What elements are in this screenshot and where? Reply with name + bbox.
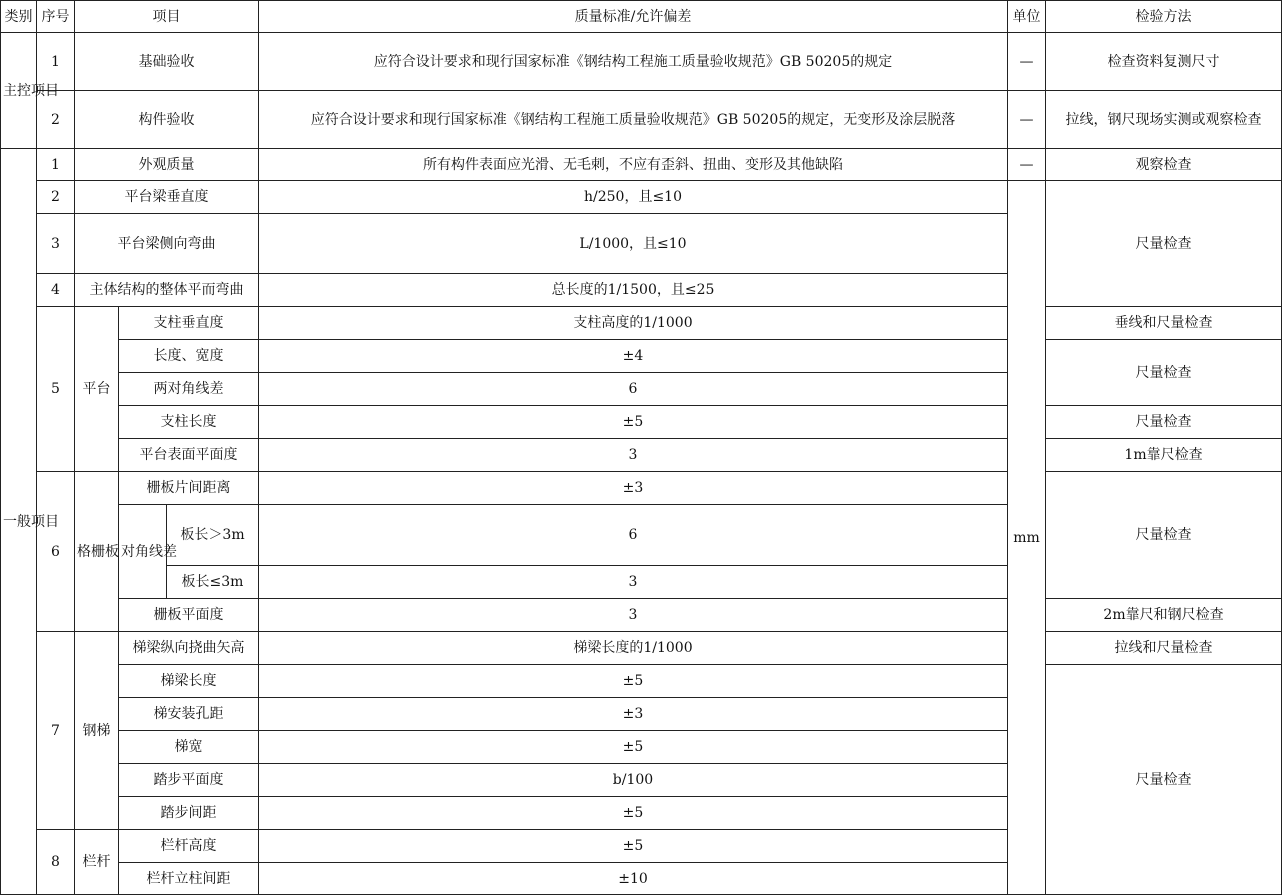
group-railing-cell: 栏杆 [75, 830, 119, 895]
seq-cell: 7 [37, 632, 75, 830]
table-row [1, 33, 1282, 91]
standard-cell: ±5 [259, 731, 1008, 764]
standard-cell: L/1000，且≤10 [259, 214, 1008, 274]
header-category: 类别 [1, 1, 37, 33]
table-row [1, 149, 1282, 181]
group-ladder-cell: 钢梯 [75, 632, 119, 830]
standard-cell: ±5 [259, 406, 1008, 439]
header-unit: 单位 [1008, 1, 1046, 33]
standard-cell: 6 [259, 505, 1008, 566]
item-cell: 平台梁侧向弯曲 [75, 214, 259, 274]
standard-cell: 3 [259, 439, 1008, 472]
standard-cell: 6 [259, 373, 1008, 406]
method-cell: 拉线，钢尺现场实测或观察检查 [1046, 91, 1282, 149]
item-cell: 两对角线差 [119, 373, 259, 406]
standard-cell: 3 [259, 599, 1008, 632]
item-cell: 梯梁长度 [119, 665, 259, 698]
method-cell: 观察检查 [1046, 149, 1282, 181]
table-row [1, 439, 1282, 472]
standard-cell: ±3 [259, 698, 1008, 731]
item-cell: 梯安装孔距 [119, 698, 259, 731]
standard-cell: ±5 [259, 665, 1008, 698]
standard-cell: 3 [259, 566, 1008, 599]
item-cell: 基础验收 [75, 33, 259, 91]
seq-cell: 4 [37, 274, 75, 307]
item-cell: 踏步平面度 [119, 764, 259, 797]
header-row [1, 1, 1282, 33]
table-row [1, 472, 1282, 505]
method-cell: 尺量检查 [1046, 665, 1282, 895]
method-cell: 尺量检查 [1046, 340, 1282, 406]
table-row [1, 599, 1282, 632]
item-cell: 梯梁纵向挠曲矢高 [119, 632, 259, 665]
item-cell: 构件验收 [75, 91, 259, 149]
category-general-cell: 一般项目 [1, 149, 37, 895]
standard-cell: ±10 [259, 863, 1008, 895]
table-row [1, 665, 1282, 698]
method-cell: 垂线和尺量检查 [1046, 307, 1282, 340]
standard-cell: ±3 [259, 472, 1008, 505]
seq-cell: 1 [37, 33, 75, 91]
group-diagonal-diff-cell: 对角线差 [119, 505, 167, 599]
standard-cell: ±4 [259, 340, 1008, 373]
item-cell: 长度、宽度 [119, 340, 259, 373]
seq-cell: 3 [37, 214, 75, 274]
seq-cell: 2 [37, 181, 75, 214]
item-cell: 栅板片间距离 [119, 472, 259, 505]
method-cell: 尺量检查 [1046, 181, 1282, 307]
group-grating-cell: 格栅板 [75, 472, 119, 632]
header-seq: 序号 [37, 1, 75, 33]
table-row [1, 91, 1282, 149]
method-cell: 1m靠尺检查 [1046, 439, 1282, 472]
item-cell: 外观质量 [75, 149, 259, 181]
unit-cell: — [1008, 149, 1046, 181]
item-cell: 栏杆高度 [119, 830, 259, 863]
unit-mm-cell: mm [1008, 181, 1046, 895]
item-cell: 梯宽 [119, 731, 259, 764]
standard-cell: h/250，且≤10 [259, 181, 1008, 214]
item-cell: 板长＞3m [167, 505, 259, 566]
standard-cell: 支柱高度的1/1000 [259, 307, 1008, 340]
item-cell: 支柱垂直度 [119, 307, 259, 340]
item-cell: 板长≤3m [167, 566, 259, 599]
standard-cell: 所有构件表面应光滑、无毛刺，不应有歪斜、扭曲、变形及其他缺陷 [259, 149, 1008, 181]
standard-cell: 梯梁长度的1/1000 [259, 632, 1008, 665]
header-standard: 质量标准/允许偏差 [259, 1, 1008, 33]
header-method: 检验方法 [1046, 1, 1282, 33]
standard-cell: ±5 [259, 797, 1008, 830]
unit-cell: — [1008, 33, 1046, 91]
item-cell: 平台梁垂直度 [75, 181, 259, 214]
item-cell: 栏杆立柱间距 [119, 863, 259, 895]
standard-cell: ±5 [259, 830, 1008, 863]
item-cell: 栅板平面度 [119, 599, 259, 632]
standard-cell: 总长度的1/1500，且≤25 [259, 274, 1008, 307]
method-cell: 2m靠尺和钢尺检查 [1046, 599, 1282, 632]
method-cell: 尺量检查 [1046, 406, 1282, 439]
table-row [1, 406, 1282, 439]
unit-cell: — [1008, 91, 1046, 149]
method-cell: 拉线和尺量检查 [1046, 632, 1282, 665]
seq-cell: 6 [37, 472, 75, 632]
standard-cell: b/100 [259, 764, 1008, 797]
category-main-cell: 主控项目 [1, 33, 37, 149]
method-cell: 尺量检查 [1046, 472, 1282, 599]
table-row [1, 307, 1282, 340]
method-cell: 检查资料复测尺寸 [1046, 33, 1282, 91]
table-row [1, 340, 1282, 373]
group-platform-cell: 平台 [75, 307, 119, 472]
item-cell: 支柱长度 [119, 406, 259, 439]
item-cell: 踏步间距 [119, 797, 259, 830]
seq-cell: 2 [37, 91, 75, 149]
standard-cell: 应符合设计要求和现行国家标准《钢结构工程施工质量验收规范》GB 50205的规定 [259, 33, 1008, 91]
header-item: 项目 [75, 1, 259, 33]
table-row [1, 181, 1282, 214]
seq-cell: 1 [37, 149, 75, 181]
table-row [1, 632, 1282, 665]
seq-cell: 8 [37, 830, 75, 895]
seq-cell: 5 [37, 307, 75, 472]
item-cell: 平台表面平面度 [119, 439, 259, 472]
item-cell: 主体结构的整体平而弯曲 [75, 274, 259, 307]
standard-cell: 应符合设计要求和现行国家标准《钢结构工程施工质量验收规范》GB 50205的规定，无变形及涂层脱落 [259, 91, 1008, 149]
